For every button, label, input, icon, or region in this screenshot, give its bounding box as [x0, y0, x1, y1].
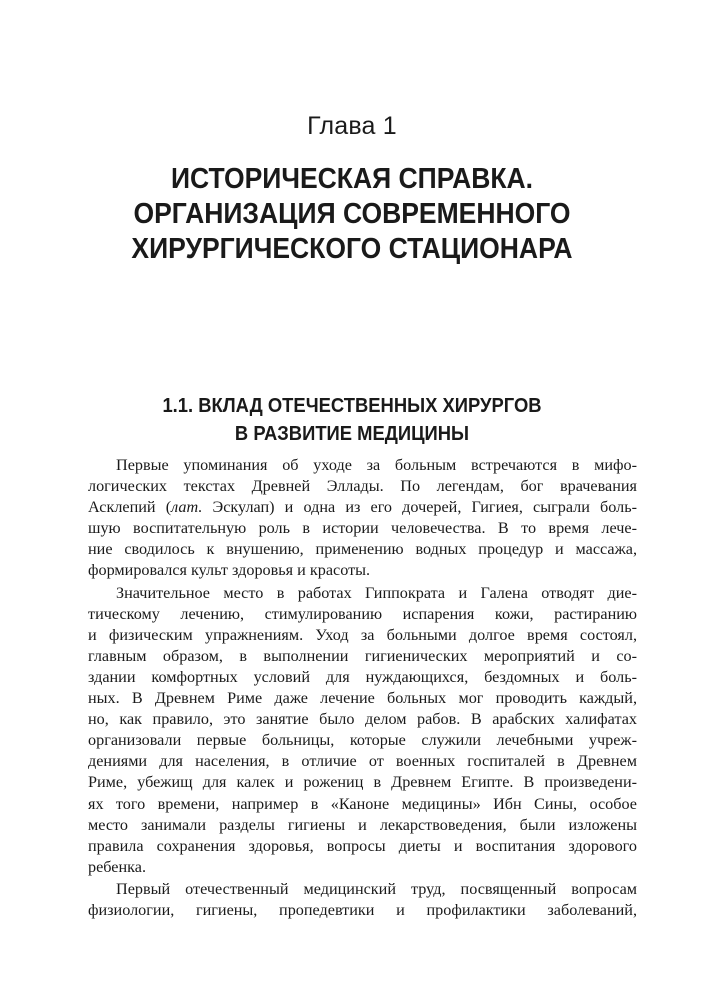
text-line: и физическим упражнениям. Уход за больными долгое время состоял,	[88, 625, 637, 644]
paragraph	[88, 583, 637, 878]
text-line: логических текстах Древней Эллады. По легендам, бог врачевания	[88, 477, 637, 496]
text-line: Первые упоминания об уходе за больным встречаются в мифо-	[116, 456, 637, 474]
text-line: место занимали разделы гигиены и лекарствоведения, были изложены	[88, 815, 637, 834]
text-fragment: Эскулап) и одна из его дочерей, Гигиея, сыграли боль-	[202, 498, 638, 517]
body-text	[88, 455, 637, 922]
chapter-title-line: ОРГАНИЗАЦИЯ СОВРЕМЕННОГО	[133, 198, 571, 230]
text-line: ных. В Древнем Риме даже лечение больных мог проводить каждый,	[88, 689, 637, 708]
text-line: шую воспитательную роль в истории человечества. В то время лече-	[88, 519, 637, 538]
section-title	[28, 392, 676, 448]
text-line: но, как правило, это занятие было делом рабов. В арабских халифатах	[88, 710, 637, 729]
section-title-line: В РАЗВИТИЕ МЕДИЦИНЫ	[234, 423, 470, 445]
chapter-label: Глава 1	[307, 112, 397, 140]
text-line: Первый отечественный медицинский труд, посвященный вопросам	[116, 879, 637, 898]
paragraph	[88, 455, 637, 582]
text-line	[88, 497, 637, 518]
text-fragment: Асклепий (	[88, 498, 172, 517]
text-line: Значительное место в работах Гиппократа и Галена отводят дие-	[116, 583, 637, 602]
text-line: дениями для населения, в отличие от военных госпиталей в Древнем	[88, 752, 637, 771]
text-line: ние сводилось к внушению, применению водных процедур и массажа,	[88, 540, 637, 559]
text-line: формировался культ здоровья и красоты.	[88, 561, 371, 580]
text-line: здании комфортных условий для нуждающихся, бездомных и боль-	[88, 667, 637, 686]
section-title-line: 1.1. ВКЛАД ОТЕЧЕСТВЕННЫХ ХИРУРГОВ	[162, 395, 542, 417]
text-line: тическому лечению, стимулированию испарения кожи, растиранию	[88, 604, 637, 623]
chapter-title-line: ХИРУРГИЧЕСКОГО СТАЦИОНАРА	[131, 233, 573, 265]
paragraph	[88, 879, 637, 921]
text-line: организовали первые больницы, которые служили лечебными учреж-	[88, 731, 637, 750]
latin-abbreviation: лат.	[171, 498, 203, 517]
text-line: Риме, убежищ для калек и рожениц в Древнем Египте. В произведени-	[88, 773, 637, 792]
text-line: физиологии, гигиены, пропедевтики и профилактики заболеваний,	[88, 900, 637, 919]
chapter-title-line: ИСТОРИЧЕСКАЯ СПРАВКА.	[170, 163, 534, 195]
text-line: правила сохранения здоровья, вопросы диеты и воспитания здорового	[88, 836, 637, 855]
text-line: ребенка.	[88, 857, 146, 876]
text-line: главным образом, в выполнении гигиенических мероприятий и со-	[88, 646, 637, 665]
text-line: ях того времени, например в «Каноне медицины» Ибн Сины, особое	[88, 794, 637, 813]
chapter-title	[25, 162, 680, 267]
